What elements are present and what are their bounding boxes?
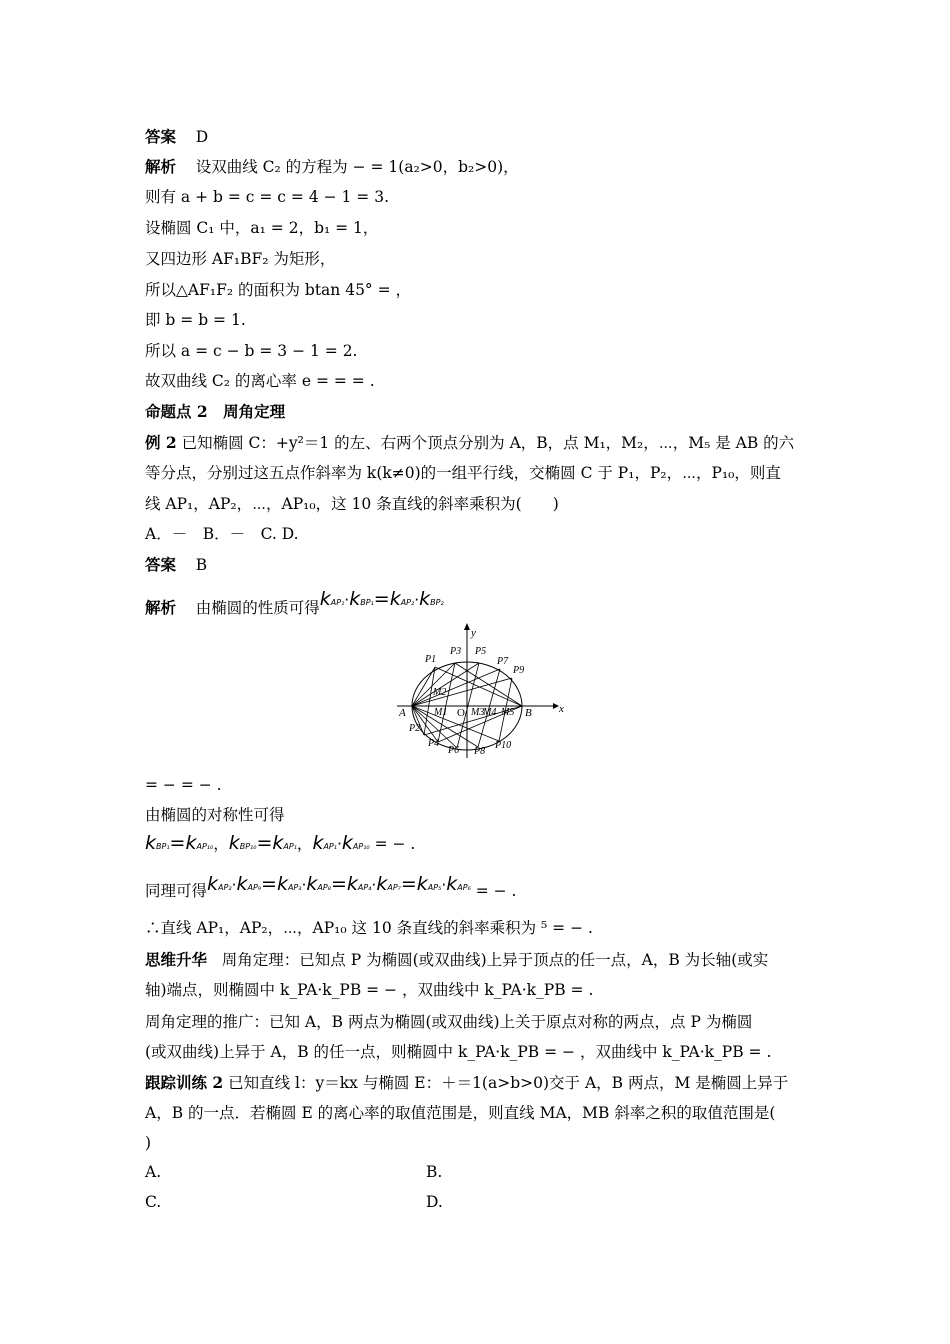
analysis-text-2: 由椭圆的性质可得 bbox=[195, 599, 320, 617]
summary-text: 周角定理：已知点 P 为椭圆(或双曲线)上异于顶点的任一点，A，B 为长轴(或实 bbox=[221, 951, 769, 969]
line-20 bbox=[145, 873, 517, 904]
label-m1: M1 bbox=[434, 707, 448, 718]
line-13: 线 AP₁，AP₂，⋯，AP₁₀，这 10 条直线的斜率乘积为( ) bbox=[145, 495, 559, 513]
label-m2: M2 bbox=[433, 687, 447, 698]
line-9: 故双曲线 C₂ 的离心率 e = = = . bbox=[145, 372, 375, 390]
slope-product-formula-2: kAP₂·kAP₉=kAP₃·kAP₈=kAP₄·kAP₇=kAP₅·kAP₆ bbox=[207, 873, 471, 895]
ellipse-diagram bbox=[395, 620, 565, 760]
line-25: (或双曲线)上异于 A，B 的任一点，则椭圆中 k_PA·k_PB = − ，双曲线中 k_PA·k_PB = . bbox=[145, 1043, 772, 1061]
section-heading: 命题点 2 周角定理 bbox=[145, 402, 286, 421]
slope-product-formula-1: kAP₁·kBP₁=kAP₂·kBP₂ bbox=[319, 588, 444, 610]
label-m5: M5 bbox=[501, 707, 515, 718]
line-1 bbox=[145, 127, 208, 147]
answer-value: D bbox=[195, 128, 209, 146]
label-p8: P8 bbox=[474, 746, 486, 757]
label-p5: P5 bbox=[475, 646, 487, 657]
line-5: 又四边形 AF₁BF₂ 为矩形， bbox=[145, 250, 336, 268]
point-b-label: B bbox=[525, 707, 532, 719]
label-p9: P9 bbox=[513, 665, 525, 676]
label-p6: P6 bbox=[448, 745, 460, 756]
option-a: A. bbox=[145, 1163, 162, 1181]
analysis-text: 设双曲线 C₂ 的方程为 − = 1(a₂>0，b₂>0)， bbox=[195, 158, 519, 176]
practice-label: 跟踪训练 2 bbox=[145, 1073, 224, 1092]
line-17: = − = − . bbox=[145, 776, 222, 794]
example-label: 例 2 bbox=[145, 433, 177, 452]
line-4: 设椭圆 C₁ 中，a₁ = 2，b₁ = 1， bbox=[145, 219, 379, 237]
line-11 bbox=[145, 433, 794, 453]
options-line: A．－ B．－ C. D. bbox=[145, 525, 299, 543]
option-d: D. bbox=[426, 1193, 443, 1211]
line-22 bbox=[145, 950, 768, 970]
y-label: y bbox=[471, 627, 476, 639]
ellipse-figure bbox=[395, 620, 565, 764]
line-19 bbox=[145, 833, 415, 857]
line-26 bbox=[145, 1073, 788, 1093]
line-18: 由椭圆的对称性可得 bbox=[145, 806, 285, 824]
line-12: 等分点，分别过这五点作斜率为 k(k≠0)的一组平行线，交椭圆 C 于 P₁，P₂，⋯，P₁₀，则直 bbox=[145, 464, 781, 482]
option-c: C. bbox=[145, 1193, 162, 1211]
line-7: 即 b = b = 1. bbox=[145, 311, 246, 329]
line-8: 所以 a = c − b = 3 − 1 = 2. bbox=[145, 342, 358, 360]
x-label: x bbox=[559, 703, 564, 715]
summary-label: 思维升华 bbox=[145, 950, 208, 969]
line-15 bbox=[145, 555, 207, 575]
line-20-tail: = − . bbox=[475, 882, 517, 900]
origin-label: O bbox=[457, 707, 465, 719]
label-p4: P4 bbox=[428, 738, 440, 749]
practice-text: 已知直线 l：y＝kx 与椭圆 E：＋＝1(a>b>0)交于 A，B 两点，M 是椭圆上异于 bbox=[228, 1074, 789, 1092]
line-20-head: 同理可得 bbox=[145, 882, 208, 900]
line-27: A，B 的一点．若椭圆 E 的离心率的取值范围是，则直线 MA，MB 斜率之积的取值范围是( bbox=[145, 1104, 776, 1122]
line-23: 轴)端点，则椭圆中 k_PA·k_PB = − ，双曲线中 k_PA·k_PB = . bbox=[145, 981, 594, 999]
label-m3: M3 bbox=[471, 707, 485, 718]
line-3: 则有 a + b = c = c = 4 − 1 = 3. bbox=[145, 188, 390, 206]
answer-value-2: B bbox=[195, 556, 208, 574]
analysis-label: 解析 bbox=[145, 157, 177, 176]
example-text: 已知椭圆 C：+y²＝1 的左、右两个顶点分别为 A，B，点 M₁，M₂，⋯，M₅ 是 AB 的六 bbox=[181, 434, 795, 452]
line-6: 所以△AF₁F₂ 的面积为 btan 45° = ， bbox=[145, 281, 412, 299]
label-p10: P10 bbox=[495, 740, 512, 751]
analysis-label-2: 解析 bbox=[145, 598, 177, 617]
line-16 bbox=[145, 588, 444, 621]
line-2 bbox=[145, 157, 519, 177]
label-p1: P1 bbox=[425, 654, 437, 665]
line-24: 周角定理的推广：已知 A，B 两点为椭圆(或双曲线)上关于原点对称的两点，点 P 为椭圆 bbox=[145, 1013, 753, 1031]
label-p2: P2 bbox=[409, 723, 421, 734]
y-axis-arrow bbox=[464, 623, 470, 630]
line-28: ) bbox=[145, 1134, 152, 1152]
point-a-label: A bbox=[399, 707, 406, 719]
label-p7: P7 bbox=[497, 656, 509, 667]
label-m4: M4 bbox=[483, 707, 497, 718]
answer-label-2: 答案 bbox=[145, 555, 177, 574]
slope-equalities: kBP₁=kAP₁₀，kBP₁₀=kAP₁，kAP₁·kAP₁₀ bbox=[145, 832, 370, 854]
line-21: ∴直线 AP₁，AP₂，⋯，AP₁₀ 这 10 条直线的斜率乘积为 ⁵ = − . bbox=[145, 919, 593, 937]
label-p3: P3 bbox=[450, 646, 462, 657]
line-19-tail: = − . bbox=[374, 835, 416, 853]
answer-label: 答案 bbox=[145, 127, 177, 146]
option-b: B. bbox=[426, 1163, 443, 1181]
